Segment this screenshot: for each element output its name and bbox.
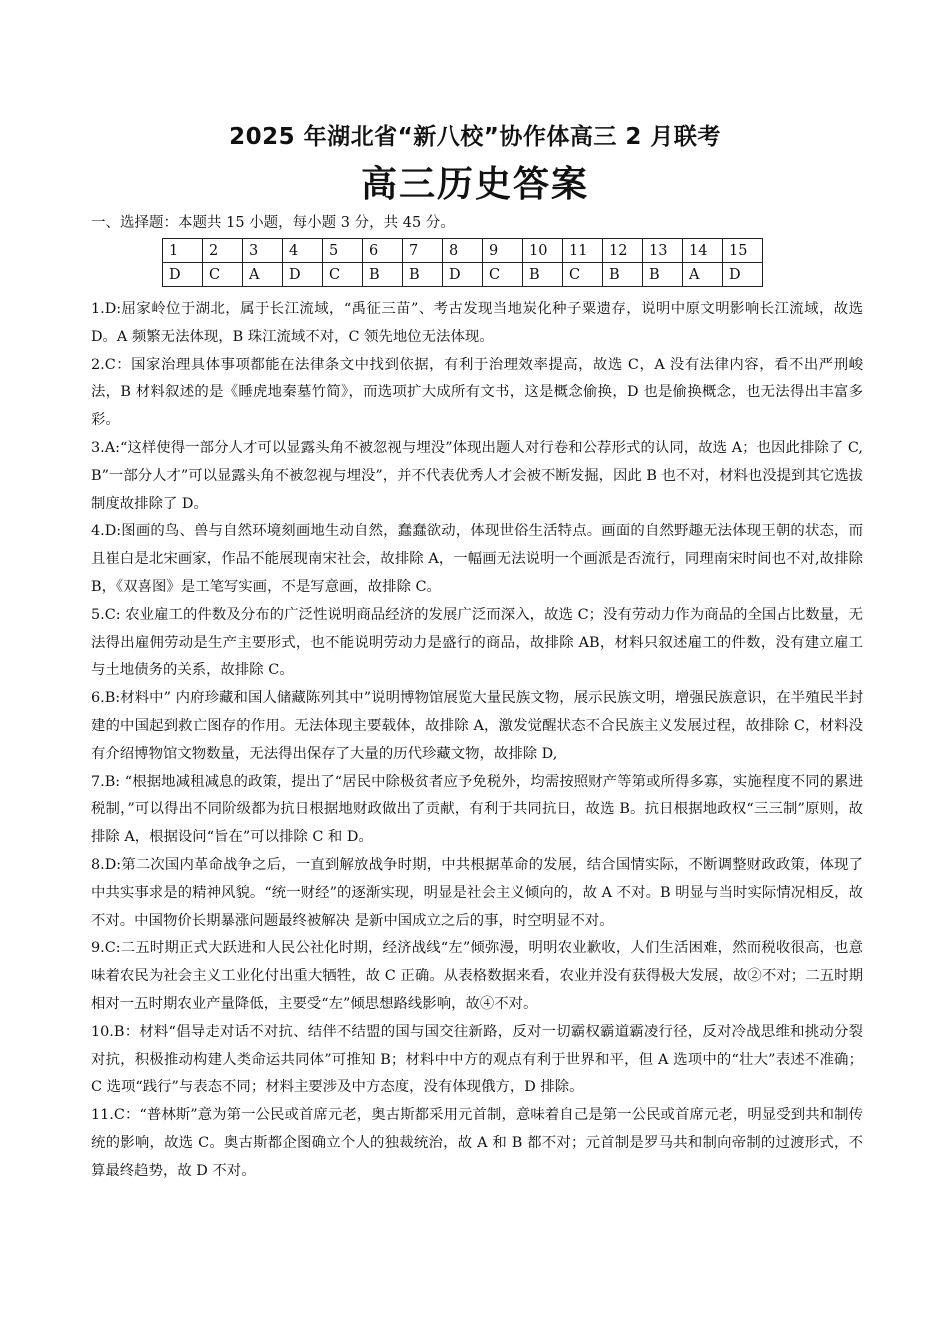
answer-cell: B	[363, 263, 403, 287]
question-number-cell: 13	[643, 239, 683, 263]
page-title: 高三历史答案	[360, 164, 589, 205]
explanation-paragraph: 11.C：“普林斯”意为第一公民或首席元老，奥古斯都采用元首制，意味着自己是第一公民或首席元老，明显受到共和制传统的影响，故选 C。奥古斯都企图确立个人的独裁统治，故 A 和 B 都不对；元首制是罗马共和制向帝制的过渡形式，不算最终趋势，故 D 不对。	[91, 1107, 863, 1179]
explanation-paragraph: 5.C: 农业雇工的件数及分布的广泛性说明商品经济的发展广泛而深入，故选 C；没有劳动力作为商品的全国占比数量，无法得出雇佣劳动是生产主要形式，也不能说明劳动力是盛行的商品，故排除 AB，材料只叙述雇工的件数，没有建立雇工与土地债务的关系，故排除 C。	[91, 606, 863, 679]
answer-cell: D	[723, 263, 763, 287]
question-number-cell: 1	[163, 239, 203, 263]
answer-row	[163, 263, 763, 287]
question-number-row	[163, 239, 763, 263]
question-number-cell: 2	[203, 239, 243, 263]
answer-explanations	[91, 296, 863, 1186]
question-number-cell: 10	[523, 239, 563, 263]
question-number-cell: 9	[483, 239, 523, 263]
answer-cell: D	[163, 263, 203, 287]
explanation-paragraph: 8.D:第二次国内革命战争之后，一直到解放战争时期，中共根据革命的发展，结合国情实际，不断调整财政政策，体现了中共实事求是的精神风貌。“统一财经”的逐渐实现，明显是社会主义倾向的，故 A 不对。B 明显与当时实际情况相反，故不对。中国物价长期暴涨问题最终被解决 是新中国成立之后的事，时空明显不对。	[91, 856, 863, 929]
answer-cell: C	[563, 263, 603, 287]
answer-cell: A	[243, 263, 283, 287]
answer-cell: B	[403, 263, 443, 287]
answer-cell: D	[443, 263, 483, 287]
answer-cell: B	[523, 263, 563, 287]
explanation-paragraph: 9.C:二五时期正式大跃进和人民公社化时期，经济战线“左”倾弥漫，明明农业歉收，人们生活困难，然而税收很高，也意味着农民为社会主义工业化付出重大牺牲，故 C 正确。从表格数据来看，农业并没有获得极大发展，故②不对；二五时期相对一五时期农业产量降低，主要受“左”倾思想路线影响，故④不对。	[91, 940, 863, 1012]
question-number-cell: 11	[563, 239, 603, 263]
answer-cell: C	[203, 263, 243, 287]
question-number-cell: 12	[603, 239, 643, 263]
section-intro: 一、选择题：本题共 15 小题，每小题 3 分，共 45 分。	[91, 215, 455, 231]
explanation-paragraph: 10.B：材料“倡导走对话不对抗、结伴不结盟的国与国交往新路，反对一切霸权霸道霸凌行径，反对冷战思维和挑动分裂对抗，积极推动构建人类命运共同体”可推知 B；材料中中方的观点有利于世界和平，但 A 选项中的“壮大”表述不准确；C 选项“践行”与表态不同；材料主要涉及中方态度，没有体现俄方，D 排除。	[91, 1023, 863, 1096]
question-number-cell: 4	[283, 239, 323, 263]
answer-cell: B	[603, 263, 643, 287]
explanation-paragraph: 7.B: “根据地减租减息的政策，提出了“居民中除极贫者应予免税外，均需按照财产等第或所得多寡，实施程度不同的累进税制，”可以得出不同阶级都为抗日根据地财政做出了贡献，有利于共同抗日，故选 B。抗日根据地政权“三三制”原则，故排除 A，根据设问“旨在”可以排除 C 和 D。	[91, 773, 863, 846]
explanation-paragraph: 6.B:材料中” 内府珍藏和国人储藏陈列其中”说明博物馆展览大量民族文物，展示民族文明，增强民族意识，在半殖民半封建的中国起到救亡图存的作用。无法体现主要载体，故排除 A，激发觉醒状态不合民族主义发展过程，故排除 C，材料没有介绍博物馆文物数量，无法得出保存了大量的历代珍藏文物，故排除 D,	[91, 690, 863, 762]
explanation-paragraph: 1.D:屈家岭位于湖北，属于长江流域，“禹征三苗”、考古发现当地炭化种子粟遗存，说明中原文明影响长江流域，故选 D。A 频繁无法体现，B 珠江流域不对，C 领先地位无法体现。	[91, 301, 863, 345]
question-number-cell: 3	[243, 239, 283, 263]
explanation-paragraph: 2.C：国家治理具体事项都能在法律条文中找到依据，有利于治理效率提高，故选 C，A 没有法律内容，看不出严刑峻法，B 材料叙述的是《睡虎地秦墓竹简》，而选项扩大成所有文书，这是概念偷换，D 也是偷换概念，也无法得出丰富多彩。	[91, 356, 863, 429]
question-number-cell: 7	[403, 239, 443, 263]
answer-key-table	[162, 238, 763, 287]
explanation-paragraph: 4.D:图画的鸟、兽与自然环境刻画地生动自然，蠢蠢欲动，体现世俗生活特点。画面的自然野趣无法体现王朝的状态，而且崔白是北宋画家，作品不能展现南宋社会，故排除 A，一幅画无法说明一个画派是否流行，同理南宋时间也不对,故排除 B，《双喜图》是工笔写实画，不是写意画，故排除 C。	[91, 523, 863, 595]
answer-cell: C	[483, 263, 523, 287]
answer-cell: B	[643, 263, 683, 287]
question-number-cell: 15	[723, 239, 763, 263]
exam-subtitle: 2025 年湖北省“新八校”协作体高三 2 月联考	[229, 124, 721, 150]
question-number-cell: 14	[683, 239, 723, 263]
answer-cell: C	[323, 263, 363, 287]
question-number-cell: 5	[323, 239, 363, 263]
answer-cell: A	[683, 263, 723, 287]
question-number-cell: 6	[363, 239, 403, 263]
question-number-cell: 8	[443, 239, 483, 263]
answer-cell: D	[283, 263, 323, 287]
explanation-paragraph: 3.A:“这样使得一部分人才可以显露头角不被忽视与埋没”体现出题人对行卷和公荐形式的认同，故选 A；也因此排除了 C, B”一部分人才”可以显露头角不被忽视与埋没”，并不代表优秀人才会被不断发掘，因此 B 也不对，材料也没提到其它选拔制度故排除了 D。	[91, 439, 863, 512]
